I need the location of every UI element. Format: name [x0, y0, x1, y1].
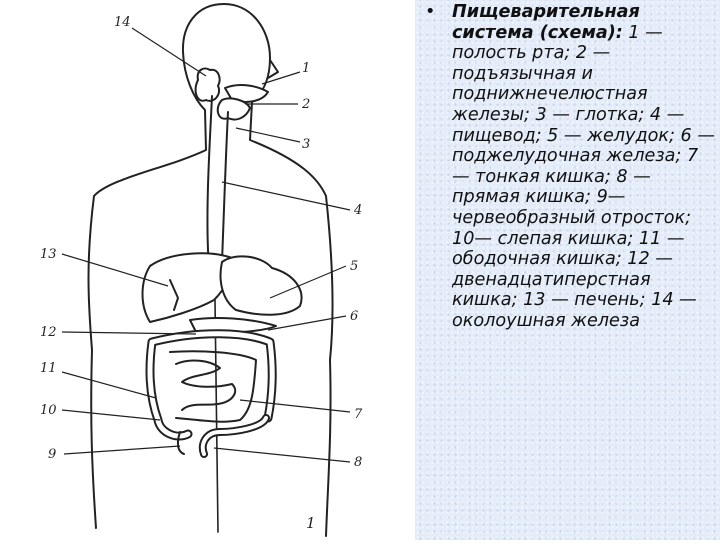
label-6: 6 [350, 309, 359, 324]
label-14: 14 [114, 15, 131, 30]
label-1: 1 [302, 61, 311, 76]
caption-title: Пищеварительная система (схема): [452, 2, 640, 43]
label-11: 11 [40, 361, 57, 376]
caption-text [423, 2, 715, 332]
liver [143, 253, 233, 322]
label-4: 4 [354, 203, 363, 218]
label-3: 3 [302, 137, 311, 152]
label-5: 5 [350, 259, 359, 274]
salivary-glands [218, 98, 250, 119]
label-8: 8 [354, 455, 363, 470]
stomach [221, 256, 302, 314]
label-7: 7 [354, 407, 363, 422]
label-9: 9 [48, 447, 57, 462]
rectum [203, 418, 266, 454]
label-2: 2 [302, 97, 311, 112]
parotid-gland [196, 68, 220, 100]
bullet-point: • [425, 2, 436, 22]
label-10: 10 [40, 403, 57, 418]
small-intestine [176, 361, 235, 410]
corner-mark: 1 [306, 514, 316, 532]
caption-body: 1 — полость рта; 2 — подъязычная и поднижнечелюстная железы; 3 — глотка; 4 — пищевод; 5 — желудок; 6 — поджелудочная железа; 7 — тонкая кишка; 8 — прямая кишка; 9— червеобразный отросток; 10— слепая кишка; 11 — ободочная кишка; 12 — двенадцатиперстная кишка; 13 — печень; 14 — околоушная железа [452, 22, 715, 331]
label-13: 13 [40, 247, 57, 262]
label-12: 12 [40, 325, 57, 340]
esophagus [207, 96, 228, 264]
